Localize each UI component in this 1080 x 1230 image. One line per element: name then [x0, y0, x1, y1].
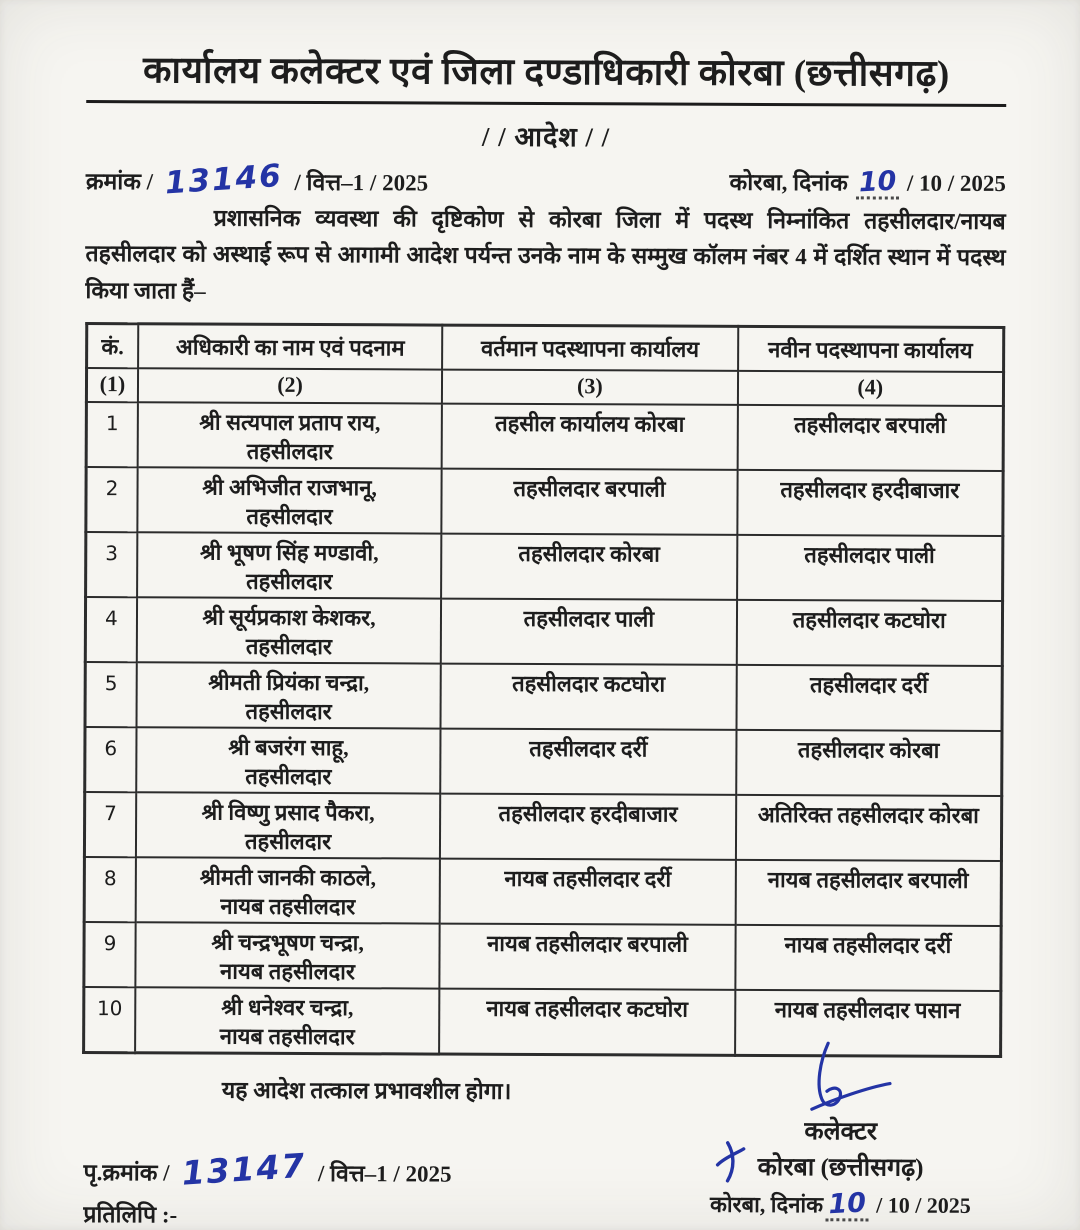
- officer-name-cell: [136, 727, 441, 793]
- table-row: [84, 857, 1001, 926]
- order-heading: / / आदेश / /: [481, 121, 611, 152]
- column-header-new-posting: नवीन पदस्थापना कार्यालय: [738, 326, 1004, 372]
- new-posting-cell: तहसीलदार पाली: [737, 535, 1003, 601]
- reference-and-date-row: [85, 157, 1006, 201]
- endorsement-suffix: / वित्त–1 / 2025: [317, 1160, 452, 1187]
- current-posting-cell: तहसीलदार कटघोरा: [441, 664, 737, 730]
- officer-name-cell: [135, 987, 440, 1054]
- new-posting-cell: तहसीलदार बरपाली: [737, 405, 1003, 471]
- signature-block: [685, 1061, 996, 1222]
- officer-name-cell: [137, 467, 442, 533]
- document-footer: [81, 1068, 1002, 1230]
- new-posting-cell: तहसीलदार हरदीबाजार: [737, 470, 1003, 536]
- table-row: [86, 467, 1003, 536]
- signature-date-day-underline: [825, 1187, 869, 1221]
- officer-name: श्री बजरंग साहू,: [228, 734, 349, 761]
- transfer-table: [82, 322, 1005, 1058]
- endorsement-number-handwritten: 13147: [180, 1145, 308, 1193]
- serial-cell: 2: [86, 467, 138, 532]
- endorsement-number-line: [83, 1145, 452, 1193]
- officer-designation: तहसीलदार: [246, 503, 333, 529]
- table-row: [86, 402, 1003, 471]
- column-header-serial: कं.: [87, 323, 139, 368]
- officer-designation: तहसीलदार: [246, 438, 333, 464]
- collector-designation: कलेक्टर: [804, 1118, 878, 1146]
- effective-note: यह आदेश तत्काल प्रभावशील होगा।: [221, 1077, 512, 1104]
- new-posting-cell: नायब तहसीलदार बरपाली: [735, 860, 1001, 926]
- officer-name: श्री अभिजीत राजभानू,: [202, 474, 378, 501]
- current-posting-cell: तहसीलदार दर्री: [441, 729, 737, 795]
- order-body-paragraph: प्रशासनिक व्यवस्था की दृष्टिकोण से कोरबा जिला में पदस्थ निम्नांकित तहसीलदार/नायब तहसीलदार को अस्थाई रूप से आगामी आदेश पर्यन्त उनके नाम के सम्मुख कॉलम नंबर 4 में दर्शित स्थान में पदस्थ किया जाता हैं–: [85, 205, 1006, 304]
- collector-place-text: कोरबा (छत्तीसगढ़): [757, 1153, 924, 1182]
- officer-name: श्री भूषण सिंह मण्डावी,: [199, 539, 379, 566]
- reference-label: क्रमांक /: [85, 168, 154, 194]
- serial-cell: 4: [85, 597, 137, 662]
- signature-date-line: [685, 1189, 995, 1222]
- issue-date-line: [730, 164, 1006, 199]
- table-row: [86, 532, 1003, 601]
- issue-date-rest: / 10 / 2025: [906, 170, 1006, 196]
- subheader-3: (3): [442, 370, 737, 405]
- office-title: कार्यालय कलेक्टर एवं जिला दण्डाधिकारी कोरबा (छत्तीसगढ़): [86, 50, 1006, 107]
- officer-name: श्री धनेश्वर चन्द्रा,: [221, 994, 354, 1021]
- new-posting-cell: नायब तहसीलदार दर्री: [735, 925, 1001, 991]
- new-posting-cell: तहसीलदार कोरबा: [736, 730, 1002, 796]
- officer-name: श्रीमती जानकी काठले,: [199, 864, 377, 891]
- officer-designation: नायब तहसीलदार: [220, 958, 355, 984]
- serial-cell: 3: [86, 532, 138, 597]
- officer-name: श्रीमती प्रियंका चन्द्रा,: [208, 669, 370, 696]
- officer-name: श्री सूर्यप्रकाश केशकर,: [202, 604, 376, 631]
- new-posting-cell: नायब तहसीलदार पसान: [735, 990, 1001, 1057]
- officer-name: श्री विष्णु प्रसाद पैकरा,: [201, 799, 375, 826]
- new-posting-cell: तहसीलदार कटघोरा: [736, 600, 1002, 666]
- reference-suffix: / वित्त–1 / 2025: [294, 169, 429, 196]
- officer-name-cell: [137, 597, 442, 663]
- signature-date-label: कोरबा, दिनांक: [709, 1191, 824, 1218]
- officer-name-cell: [137, 532, 442, 598]
- transfer-table-body: [84, 402, 1004, 1056]
- new-posting-cell: तहसीलदार दर्री: [736, 665, 1002, 731]
- current-posting-cell: तहसीलदार बरपाली: [442, 469, 738, 535]
- serial-cell: 5: [85, 662, 137, 727]
- officer-name-cell: [136, 792, 441, 858]
- signature-date-day-handwritten: 10: [827, 1187, 867, 1221]
- officer-designation: तहसीलदार: [245, 763, 332, 789]
- subheader-2: (2): [138, 368, 443, 403]
- current-posting-cell: तहसील कार्यालय कोरबा: [442, 404, 738, 470]
- table-header-row: [87, 323, 1004, 372]
- endorsement-label: पृ.क्रमांक /: [83, 1159, 170, 1186]
- current-posting-cell: तहसीलदार पाली: [441, 599, 737, 665]
- table-row: [84, 987, 1001, 1057]
- officer-designation: तहसीलदार: [246, 568, 333, 594]
- endorsement-block: [83, 1145, 452, 1230]
- officer-name-cell: [136, 662, 441, 728]
- officer-name: श्री चन्द्रभूषण चन्द्रा,: [211, 929, 364, 956]
- subheader-1: (1): [86, 368, 137, 402]
- officer-name: श्री सत्यपाल प्रताप राय,: [199, 409, 381, 436]
- serial-cell: 8: [84, 857, 136, 922]
- officer-name-cell: [137, 402, 442, 468]
- table-row: [84, 792, 1001, 861]
- table-row: [85, 662, 1002, 731]
- current-posting-cell: नायब तहसीलदार दर्री: [440, 859, 736, 925]
- officer-designation: तहसीलदार: [245, 698, 332, 724]
- subheader-4: (4): [737, 371, 1003, 406]
- issue-date-day-underline: [855, 165, 899, 199]
- officer-name-cell: [135, 857, 440, 923]
- current-posting-cell: तहसीलदार हरदीबाजार: [440, 794, 736, 860]
- issue-date-label: कोरबा, दिनांक: [729, 169, 848, 195]
- issue-date-day-handwritten: 10: [857, 165, 897, 198]
- table-row: [85, 597, 1002, 666]
- serial-cell: 10: [84, 987, 136, 1053]
- table-subheader-row: [86, 368, 1003, 406]
- officer-designation: नायब तहसीलदार: [220, 893, 356, 919]
- officer-name-cell: [135, 922, 440, 988]
- serial-cell: 6: [85, 727, 137, 792]
- reference-number-handwritten: 13146: [163, 157, 284, 201]
- reference-number-line: [85, 157, 429, 201]
- officer-designation: तहसीलदार: [245, 633, 333, 659]
- signature-date-rest: / 10 / 2025: [876, 1192, 971, 1218]
- column-header-current-posting: वर्तमान पदस्थापना कार्यालय: [442, 325, 737, 371]
- copy-label: प्रतिलिपि :-: [83, 1201, 178, 1228]
- serial-cell: 7: [84, 792, 136, 857]
- serial-cell: 9: [84, 922, 136, 987]
- officer-designation: तहसीलदार: [244, 828, 332, 854]
- current-posting-cell: नायब तहसीलदार बरपाली: [440, 924, 736, 990]
- table-row: [85, 727, 1002, 796]
- officer-designation: नायब तहसीलदार: [219, 1023, 355, 1049]
- current-posting-cell: तहसीलदार कोरबा: [441, 534, 737, 600]
- ink-mark: [714, 1139, 748, 1185]
- new-posting-cell: अतिरिक्त तहसीलदार कोरबा: [735, 795, 1001, 861]
- serial-cell: 1: [86, 402, 138, 467]
- table-row: [84, 922, 1001, 991]
- column-header-officer-name: अधिकारी का नाम एवं पदनाम: [138, 324, 443, 370]
- collector-place: [686, 1149, 996, 1184]
- current-posting-cell: नायब तहसीलदार कटघोरा: [439, 989, 735, 1056]
